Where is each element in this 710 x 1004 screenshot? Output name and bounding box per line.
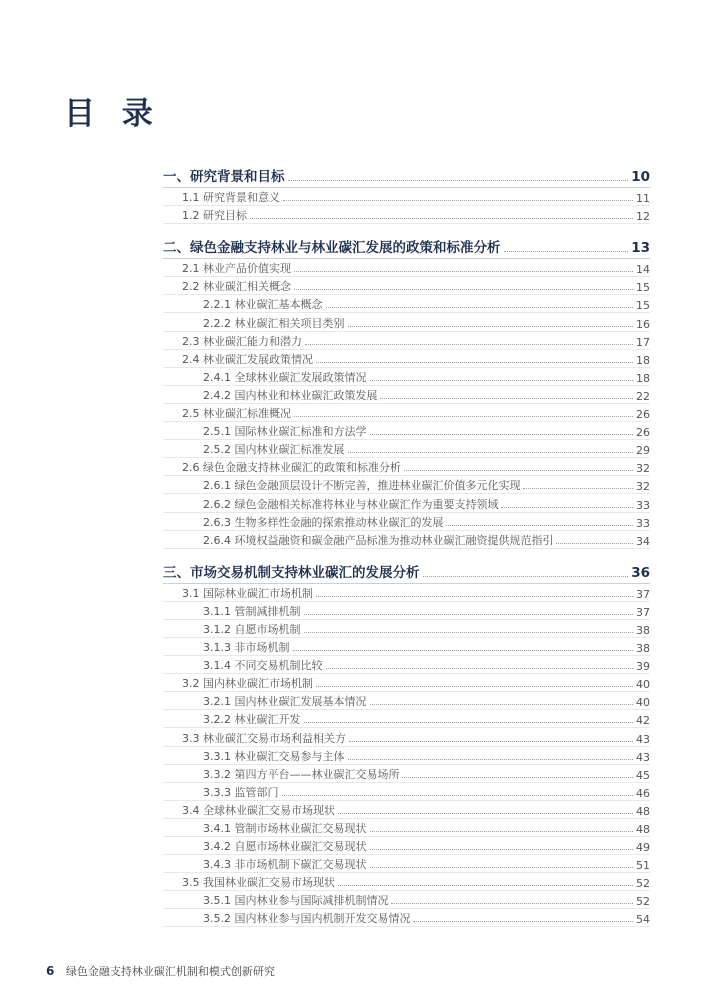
toc-leader-dots bbox=[288, 179, 629, 181]
toc-entry[interactable] bbox=[163, 259, 650, 277]
toc-entry[interactable] bbox=[163, 765, 650, 783]
toc-entry[interactable] bbox=[163, 295, 650, 313]
toc-entry-label: 3.2 国内林业碳汇市场机制 bbox=[182, 677, 313, 691]
toc-entry-label: 2.5.2 国内林业碳汇标准发展 bbox=[203, 443, 345, 457]
toc-entry-page: 11 bbox=[636, 192, 650, 206]
toc-section-entry[interactable] bbox=[163, 559, 650, 584]
toc-leader-dots bbox=[370, 830, 634, 832]
toc-entry-label: 3.3.3 监管部门 bbox=[203, 785, 279, 799]
toc-entry[interactable] bbox=[163, 692, 650, 710]
toc-entry[interactable] bbox=[163, 747, 650, 765]
toc-leader-dots bbox=[294, 415, 633, 417]
toc-entry[interactable] bbox=[163, 386, 650, 404]
toc-entry[interactable] bbox=[163, 206, 650, 224]
toc-entry-page: 43 bbox=[636, 750, 650, 764]
toc-entry-label: 3.1 国际林业碳汇市场机制 bbox=[182, 586, 313, 600]
toc-leader-dots bbox=[316, 685, 633, 687]
toc-entry-page: 48 bbox=[636, 804, 650, 818]
toc-entry-page: 45 bbox=[636, 768, 650, 782]
toc-entry-page: 39 bbox=[636, 660, 650, 674]
toc-leader-dots bbox=[326, 667, 634, 669]
toc-entry-label: 3.3.2 第四方平台——林业碳汇交易场所 bbox=[203, 767, 400, 781]
toc-entry-label: 2.1 林业产品价值实现 bbox=[182, 262, 291, 276]
page-footer bbox=[46, 963, 275, 979]
toc-entry[interactable] bbox=[163, 584, 650, 602]
toc-entry-label: 1.2 研究目标 bbox=[182, 209, 247, 223]
toc-entry-page: 49 bbox=[636, 841, 650, 855]
toc-leader-dots bbox=[391, 902, 633, 904]
toc-entry-label: 一、研究背景和目标 bbox=[163, 169, 285, 185]
toc-entry[interactable] bbox=[163, 873, 650, 891]
toc-entry-page: 54 bbox=[636, 913, 650, 927]
toc-entry[interactable] bbox=[163, 368, 650, 386]
toc-entry[interactable] bbox=[163, 855, 650, 873]
toc-entry[interactable] bbox=[163, 458, 650, 476]
toc-entry-label: 2.5 林业碳汇标准概况 bbox=[182, 407, 291, 421]
toc-leader-dots bbox=[556, 542, 633, 544]
toc-entry[interactable] bbox=[163, 404, 650, 422]
toc-entry[interactable] bbox=[163, 602, 650, 620]
toc-leader-dots bbox=[404, 469, 633, 471]
toc-entry-page: 52 bbox=[636, 895, 650, 909]
footer-title: 绿色金融支持林业碳汇机制和模式创新研究 bbox=[65, 965, 275, 978]
toc-entry-label: 2.6.4 环境权益融资和碳金融产品标准为推动林业碳汇融资提供规范指引 bbox=[203, 533, 554, 547]
toc-leader-dots bbox=[326, 306, 634, 308]
toc-leader-dots bbox=[348, 758, 634, 760]
toc-entry-label: 3.2.2 林业碳汇开发 bbox=[203, 713, 301, 727]
toc-leader-dots bbox=[304, 613, 634, 615]
toc-leader-dots bbox=[293, 649, 634, 651]
toc-entry-label: 3.4.1 管制市场林业碳汇交易现状 bbox=[203, 822, 367, 835]
toc-entry-label: 2.4.1 全球林业碳汇发展政策情况 bbox=[203, 370, 367, 384]
toc-entry-page: 36 bbox=[631, 564, 650, 581]
toc-entry[interactable] bbox=[163, 422, 650, 440]
toc-entry[interactable] bbox=[163, 513, 650, 531]
toc-entry[interactable] bbox=[163, 656, 650, 674]
toc-entry-page: 48 bbox=[636, 823, 650, 836]
toc-leader-dots bbox=[304, 721, 634, 723]
toc-entry-page: 22 bbox=[636, 389, 650, 403]
toc-leader-dots bbox=[316, 361, 633, 363]
toc-leader-dots bbox=[504, 250, 629, 252]
toc-entry[interactable] bbox=[163, 674, 650, 692]
toc-section-entry[interactable] bbox=[163, 163, 650, 188]
toc-entry-page: 32 bbox=[636, 480, 650, 494]
toc-entry-page: 26 bbox=[636, 426, 650, 440]
toc-leader-dots bbox=[413, 920, 633, 922]
toc-entry-page: 18 bbox=[636, 371, 650, 385]
toc-entry-label: 二、绿色金融支持林业与林业碳汇发展的政策和标准分析 bbox=[163, 240, 501, 257]
toc-entry-page: 38 bbox=[636, 642, 650, 656]
toc-entry-page: 46 bbox=[636, 786, 650, 800]
toc-entry-page: 16 bbox=[636, 317, 650, 331]
toc-leader-dots bbox=[348, 451, 634, 453]
toc-entry-label: 2.4 林业碳汇发展政策情况 bbox=[182, 352, 313, 366]
toc-entry[interactable] bbox=[163, 728, 650, 746]
toc-entry-page: 10 bbox=[631, 169, 650, 185]
toc-entry-label: 2.3 林业碳汇能力和潜力 bbox=[182, 334, 302, 348]
toc-entry-page: 13 bbox=[631, 240, 650, 257]
toc-entry-label: 3.3 林业碳汇交易市场利益相关方 bbox=[182, 731, 346, 745]
toc-leader-dots bbox=[282, 794, 634, 796]
toc-entry-label: 3.5.1 国内林业参与国际减排机制情况 bbox=[203, 894, 389, 908]
toc-leader-dots bbox=[523, 487, 633, 489]
page-title: 目 录 bbox=[64, 96, 161, 132]
toc-entry-label: 3.4.3 非市场机制下碳汇交易现状 bbox=[203, 858, 367, 872]
toc-entry-label: 3.3.1 林业碳汇交易参与主体 bbox=[203, 749, 345, 763]
toc-leader-dots bbox=[304, 631, 634, 633]
toc-leader-dots bbox=[305, 343, 633, 345]
toc-entry-page: 52 bbox=[636, 877, 650, 891]
toc-entry-label: 3.1.2 自愿市场机制 bbox=[203, 622, 301, 636]
toc-entry-label: 2.2 林业碳汇相关概念 bbox=[182, 280, 291, 294]
toc-entry[interactable] bbox=[163, 494, 650, 512]
toc-leader-dots bbox=[338, 884, 633, 886]
toc-entry-label: 三、市场交易机制支持林业碳汇的发展分析 bbox=[163, 564, 420, 581]
toc-entry-label: 2.6.2 绿色金融相关标准将林业与林业碳汇作为重要支持领域 bbox=[203, 497, 499, 511]
toc-entry-label: 3.4 全球林业碳汇交易市场现状 bbox=[182, 803, 335, 817]
toc-entry-page: 14 bbox=[636, 263, 650, 277]
toc-leader-dots bbox=[380, 397, 633, 399]
toc-entry-label: 3.1.4 不同交易机制比较 bbox=[203, 659, 323, 673]
toc-entry[interactable] bbox=[163, 277, 650, 295]
toc-entry-label: 3.5 我国林业碳汇交易市场现状 bbox=[182, 876, 335, 890]
toc-leader-dots bbox=[316, 595, 633, 597]
toc-leader-dots bbox=[423, 575, 629, 577]
footer-page-number: 6 bbox=[46, 964, 55, 978]
toc-entry[interactable] bbox=[163, 891, 650, 909]
toc-entry-page: 15 bbox=[636, 281, 650, 295]
toc-leader-dots bbox=[370, 703, 634, 705]
toc-leader-dots bbox=[370, 848, 634, 850]
toc-entry-page: 15 bbox=[636, 299, 650, 313]
toc-entry-label: 3.2.1 国内林业碳汇发展基本情况 bbox=[203, 695, 367, 709]
toc-entry-label: 2.2.2 林业碳汇相关项目类别 bbox=[203, 316, 345, 330]
toc-leader-dots bbox=[370, 379, 634, 381]
toc-entry-page: 33 bbox=[636, 516, 650, 530]
toc-entry-page: 43 bbox=[636, 732, 650, 746]
toc-entry-label: 3.1.1 管制减排机制 bbox=[203, 604, 301, 618]
toc-entry[interactable] bbox=[163, 837, 650, 855]
toc-entry-label: 3.5.2 国内林业参与国内机制开发交易情况 bbox=[203, 912, 411, 926]
toc-entry-label: 3.4.2 自愿市场林业碳汇交易现状 bbox=[203, 840, 367, 854]
toc-leader-dots bbox=[294, 270, 633, 272]
toc-entry[interactable] bbox=[163, 783, 650, 801]
toc-leader-dots bbox=[349, 740, 633, 742]
toc-leader-dots bbox=[370, 433, 634, 435]
toc-entry-label: 2.5.1 国际林业碳汇标准和方法学 bbox=[203, 425, 367, 439]
toc-entry[interactable] bbox=[163, 801, 650, 819]
toc-entry[interactable] bbox=[163, 531, 650, 549]
toc-entry-page: 18 bbox=[636, 353, 650, 367]
toc-entry-label: 2.2.1 林业碳汇基本概念 bbox=[203, 298, 323, 312]
toc-entry[interactable] bbox=[163, 638, 650, 656]
toc-leader-dots bbox=[250, 217, 633, 219]
toc-entry-page: 34 bbox=[636, 534, 650, 548]
toc-leader-dots bbox=[283, 199, 633, 201]
toc-leader-dots bbox=[446, 524, 633, 526]
toc-leader-dots bbox=[370, 866, 634, 868]
toc-entry[interactable] bbox=[163, 440, 650, 458]
toc-entry-label: 2.6 绿色金融支持林业碳汇的政策和标准分析 bbox=[182, 461, 401, 475]
toc-leader-dots bbox=[402, 776, 633, 778]
toc-entry-label: 2.4.2 国内林业和林业碳汇政策发展 bbox=[203, 388, 378, 402]
toc-entry[interactable] bbox=[163, 819, 650, 837]
toc-entry-page: 29 bbox=[636, 444, 650, 458]
toc-entry[interactable] bbox=[163, 620, 650, 638]
toc-entry[interactable] bbox=[163, 313, 650, 331]
toc-leader-dots bbox=[338, 812, 633, 814]
toc-leader-dots bbox=[348, 325, 634, 327]
toc-entry-page: 51 bbox=[636, 859, 650, 873]
toc-entry[interactable] bbox=[163, 909, 650, 927]
table-of-contents bbox=[163, 163, 650, 927]
toc-entry[interactable] bbox=[163, 350, 650, 368]
toc-entry-page: 37 bbox=[636, 605, 650, 619]
toc-entry-page: 17 bbox=[636, 335, 650, 349]
toc-entry-page: 33 bbox=[636, 498, 650, 512]
toc-entry-label: 1.1 研究背景和意义 bbox=[182, 191, 280, 205]
toc-entry[interactable] bbox=[163, 476, 650, 494]
toc-entry-label: 3.1.3 非市场机制 bbox=[203, 641, 290, 655]
toc-section-entry[interactable] bbox=[163, 234, 650, 259]
toc-entry-page: 37 bbox=[636, 587, 650, 601]
toc-entry-page: 38 bbox=[636, 623, 650, 637]
toc-entry[interactable] bbox=[163, 332, 650, 350]
toc-entry[interactable] bbox=[163, 710, 650, 728]
toc-entry[interactable] bbox=[163, 188, 650, 206]
toc-entry-page: 12 bbox=[636, 210, 650, 224]
toc-entry-page: 42 bbox=[636, 714, 650, 728]
toc-entry-page: 40 bbox=[636, 696, 650, 710]
toc-leader-dots bbox=[501, 506, 633, 508]
toc-entry-page: 32 bbox=[636, 462, 650, 476]
toc-entry-label: 2.6.1 绿色金融顶层设计不断完善，推进林业碳汇价值多元化实现 bbox=[203, 479, 521, 493]
toc-entry-label: 2.6.3 生物多样性金融的探索推动林业碳汇的发展 bbox=[203, 515, 444, 529]
toc-entry-page: 40 bbox=[636, 678, 650, 692]
toc-entry-page: 26 bbox=[636, 408, 650, 422]
toc-leader-dots bbox=[294, 288, 633, 290]
